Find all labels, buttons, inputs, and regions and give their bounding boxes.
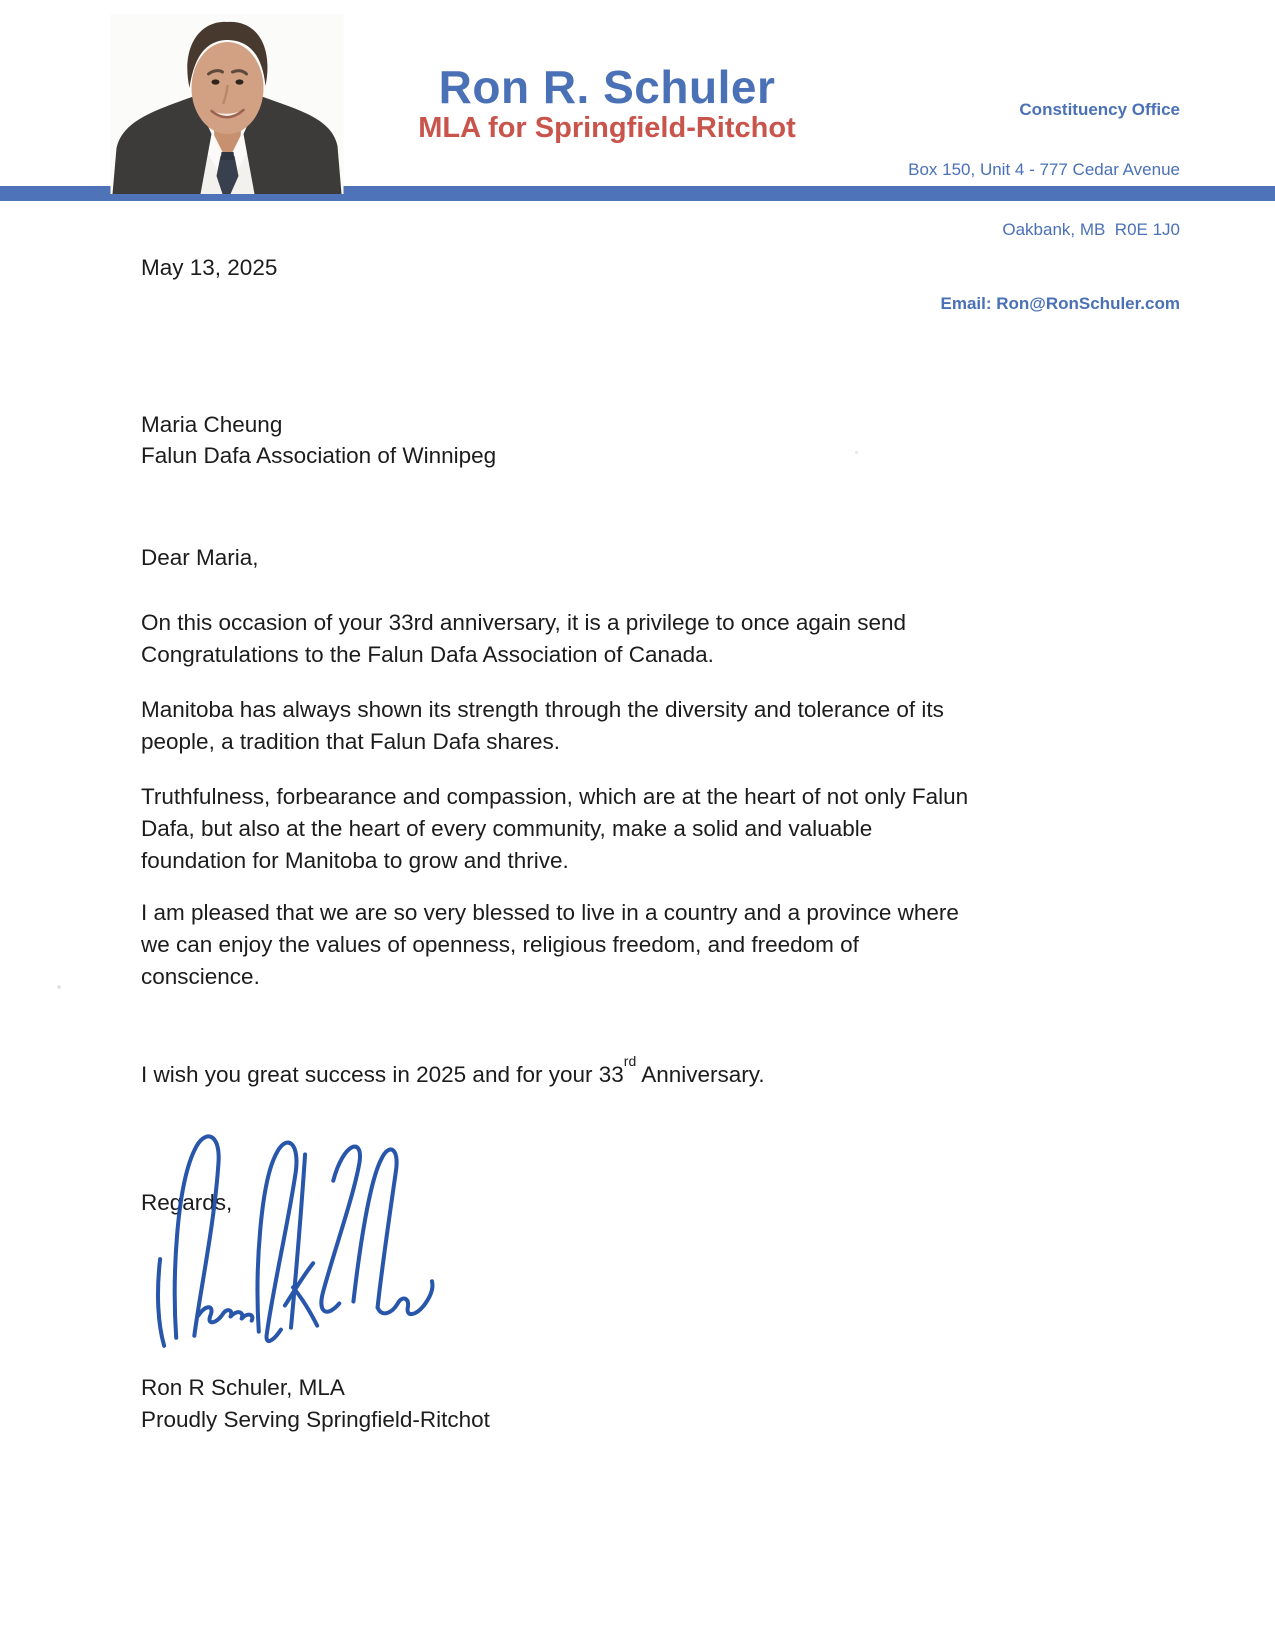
contact-block [908, 60, 1180, 354]
contact-address-line1: Box 150, Unit 4 - 777 Cedar Avenue [908, 160, 1180, 179]
handwritten-signature [146, 1118, 438, 1350]
closing-line-prefix: I wish you great success in 2025 and for your 33 [141, 1062, 624, 1087]
letterhead-role: MLA for Springfield-Ritchot [418, 112, 796, 144]
contact-office-label: Constituency Office [1019, 100, 1180, 119]
letter-date: May 13, 2025 [141, 255, 278, 280]
portrait-photo [110, 14, 344, 194]
paragraph-3: Truthfulness, forbearance and compassion, which are at the heart of not only Falun Dafa, but also at the heart of every community, make a solid and valuable foundation for Manitoba to grow and thrive. [141, 784, 969, 873]
letterhead-title-block [390, 62, 824, 144]
contact-email-line: Email: Ron@RonSchuler.com [940, 294, 1180, 313]
signoff-name: Ron R Schuler, MLA [141, 1375, 345, 1400]
valediction: Regards, [141, 1190, 233, 1215]
paragraph-1: On this occasion of your 33rd anniversary, it is a privilege to once again send Congratulations to the Falun Dafa Association of Canada. [141, 610, 906, 667]
paragraph-4: I am pleased that we are so very blessed to live in a country and a province where we can enjoy the values of openness, religious freedom, and freedom of conscience. [141, 900, 959, 989]
paragraph-2: Manitoba has always shown its strength through the diversity and tolerance of its people, a tradition that Falun Dafa shares. [141, 697, 944, 754]
scan-artifact-dot [855, 451, 858, 454]
signoff-tagline: Proudly Serving Springfield-Ritchot [141, 1407, 490, 1432]
scan-artifact-dot [57, 985, 61, 989]
closing-line-suffix: Anniversary. [636, 1062, 765, 1087]
letterhead-name: Ron R. Schuler [438, 61, 776, 113]
closing-line-ordinal-superscript: rd [623, 1052, 637, 1069]
recipient-block [141, 409, 971, 471]
closing-line [141, 1052, 971, 1091]
contact-address-line2: Oakbank, MB R0E 1J0 [1002, 220, 1180, 239]
recipient-name: Maria Cheung [141, 412, 283, 437]
recipient-organization: Falun Dafa Association of Winnipeg [141, 443, 497, 468]
salutation: Dear Maria, [141, 545, 259, 570]
signoff-block [141, 1372, 971, 1436]
